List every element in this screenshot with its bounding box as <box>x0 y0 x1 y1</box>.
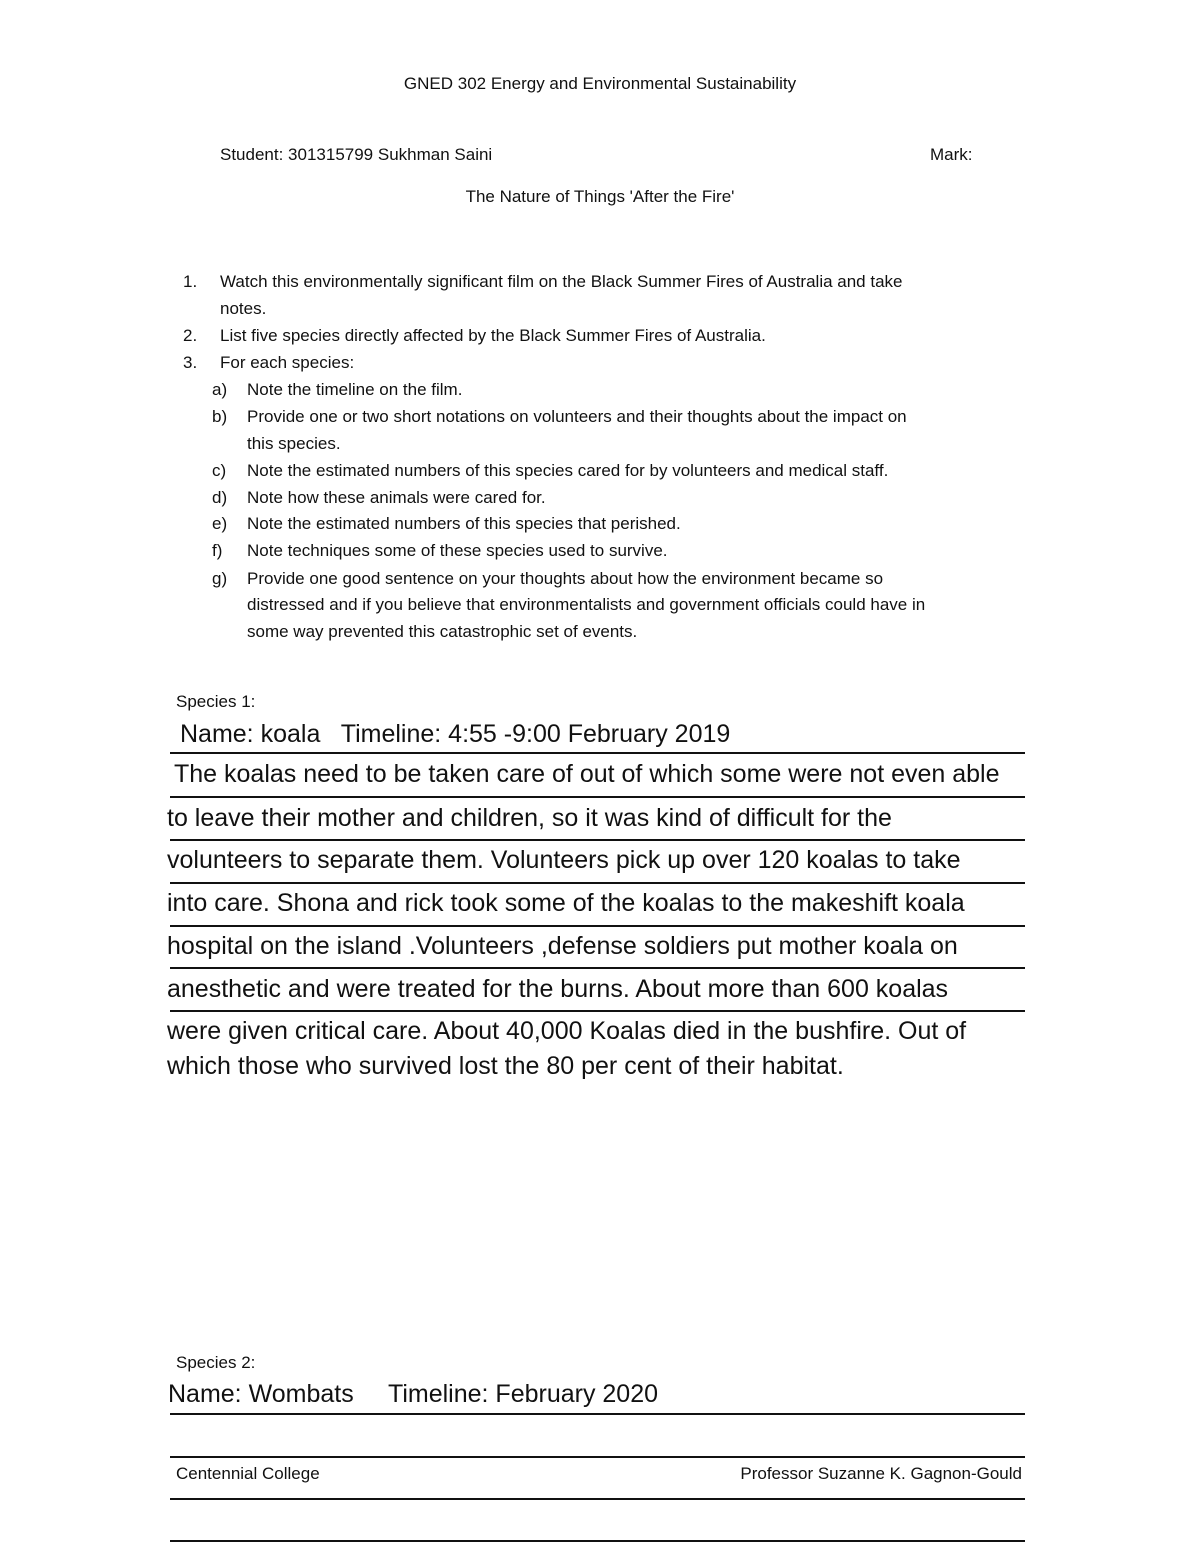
sub-instruction-text: Note the estimated numbers of this species cared for by volunteers and medical staff. <box>247 461 889 480</box>
sub-instruction-text: Note the estimated numbers of this species that perished. <box>247 514 681 533</box>
species-1-label: Species 1: <box>176 692 256 711</box>
sub-instruction-letter: g) <box>212 569 228 588</box>
footer-college: Centennial College <box>176 1464 320 1483</box>
instruction-text: List five species directly affected by the Black Summer Fires of Australia. <box>220 326 766 345</box>
answer-text: into care. Shona and rick took some of the koalas to the makeshift koala <box>167 889 965 917</box>
sub-instruction-letter: e) <box>212 514 228 533</box>
student-info: Student: 301315799 Sukhman Saini <box>220 145 493 164</box>
sub-instruction-text: Provide one good sentence on your thoughts about how the environment became so <box>247 569 884 588</box>
mark-label: Mark: <box>930 145 973 164</box>
answer-text: volunteers to separate them. Volunteers pick up over 120 koalas to take <box>167 846 961 874</box>
species-1-heading: Name: koala Timeline: 4:55 -9:00 February 2019 <box>180 720 731 748</box>
answer-line <box>170 1540 1025 1542</box>
instruction-number: 2. <box>183 326 198 345</box>
sub-instruction-letter: a) <box>212 380 228 399</box>
answer-line <box>170 796 1025 798</box>
answer-text: anesthetic and were treated for the burns. About more than 600 koalas <box>167 975 949 1003</box>
instruction-text: For each species: <box>220 353 355 372</box>
answer-line <box>170 839 1025 841</box>
answer-line <box>170 882 1025 884</box>
instruction-text: notes. <box>220 299 267 318</box>
sub-instruction-letter: c) <box>212 461 227 480</box>
instruction-number: 3. <box>183 353 198 372</box>
footer-professor: Professor Suzanne K. Gagnon-Gould <box>740 1464 1022 1483</box>
answer-text: were given critical care. About 40,000 Koalas died in the bushfire. Out of <box>167 1017 967 1045</box>
sub-instruction-text: distressed and if you believe that environmentalists and government officials could have in <box>247 595 926 614</box>
answer-text: hospital on the island .Volunteers ,defense soldiers put mother koala on <box>167 932 958 960</box>
sub-instruction-text: this species. <box>247 434 341 453</box>
sub-instruction-text: Note techniques some of these species used to survive. <box>247 541 668 560</box>
sub-instruction-text: Note how these animals were cared for. <box>247 488 546 507</box>
sub-instruction-letter: b) <box>212 407 228 426</box>
assignment-title: The Nature of Things 'After the Fire' <box>465 187 735 206</box>
species-2-heading: Name: Wombats Timeline: February 2020 <box>168 1380 659 1408</box>
instruction-text: Watch this environmentally significant film on the Black Summer Fires of Australia and take <box>220 272 903 291</box>
answer-line <box>170 1498 1025 1500</box>
answer-text: which those who survived lost the 80 per cent of their habitat. <box>167 1052 844 1080</box>
course-title: GNED 302 Energy and Environmental Sustainability <box>403 74 797 93</box>
sub-instruction-letter: d) <box>212 488 228 507</box>
sub-instruction-letter: f) <box>212 541 223 560</box>
instruction-number: 1. <box>183 272 198 291</box>
sub-instruction-text: Provide one or two short notations on volunteers and their thoughts about the impact on <box>247 407 907 426</box>
answer-text: The koalas need to be taken care of out of which some were not even able <box>174 760 1000 788</box>
answer-line <box>170 967 1025 969</box>
sub-instruction-text: Note the timeline on the film. <box>247 380 463 399</box>
answer-line <box>170 925 1025 927</box>
answer-line <box>170 1456 1025 1458</box>
answer-line <box>170 1010 1025 1012</box>
answer-line <box>170 752 1025 754</box>
species-2-label: Species 2: <box>176 1353 256 1372</box>
answer-line <box>170 1413 1025 1415</box>
sub-instruction-text: some way prevented this catastrophic set of events. <box>247 622 638 641</box>
answer-text: to leave their mother and children, so it was kind of difficult for the <box>167 804 892 832</box>
